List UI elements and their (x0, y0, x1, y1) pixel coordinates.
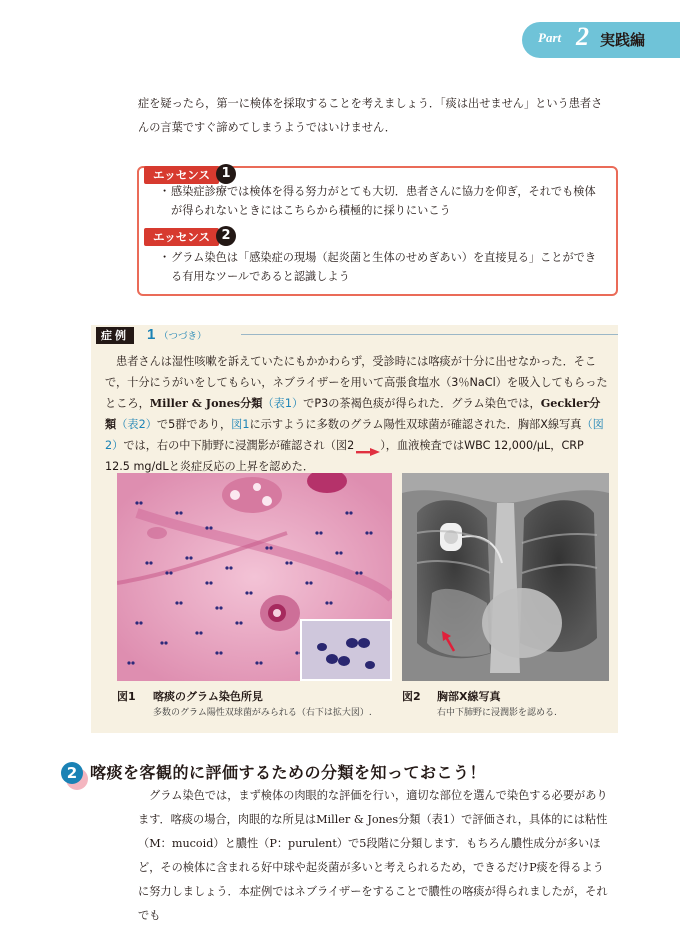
fig2-title: 胸部X線写真 (437, 690, 501, 703)
essence-2-label: エッセンス (144, 228, 219, 246)
fig1-title: 喀痰のグラム染色所見 (153, 690, 263, 703)
fig1-description: 多数のグラム陽性双球菌がみられる（右下は拡大図）. (153, 708, 372, 718)
essence-1-label: エッセンス (144, 166, 219, 184)
gram-stain-inset (300, 619, 392, 681)
part-title: 実践編 (600, 31, 646, 49)
case-text-p2: でP3の茶褐色痰が得られた．グラム染色では， (303, 397, 541, 410)
case-text-p3: で5群であり， (156, 418, 232, 431)
fig1-label: 図1 (117, 690, 136, 703)
table2-ref-link[interactable]: （表2） (116, 418, 157, 431)
essence-box (137, 166, 618, 296)
essence-1-bullet: ・ (159, 185, 171, 198)
essence-2-tag (144, 228, 240, 246)
essence-1-text: 感染症診療では検体を得る努力がとても大切．患者さんに協力を仰ぎ，それでも検体が得られないときにはこちらから積極的に採りにいこう (171, 185, 596, 217)
case-tag: 症例 (96, 327, 134, 344)
red-arrow-icon (354, 442, 380, 450)
case-text (105, 351, 609, 477)
intro-paragraph: 症を疑ったら，第一に検体を採取することを考えましょう．「痰は出せません」という患者さんの言葉ですぐ諦めてしまうようではいけません． (138, 97, 603, 134)
case-header (91, 325, 618, 345)
case-text-p1: 患者さんは湿性咳嗽を訴えていたにもかかわらず，受診時には喀痰が十分に出せなかった．そこで，十分にうがいをしてもらい，ネブライザーを用いて高張食塩水（3％NaCl）を吸入してもらったところ， (105, 355, 608, 410)
fig2-description: 右中下肺野に浸潤影を認める. (437, 708, 557, 718)
gram-stain-image (117, 473, 392, 681)
case-text-p5: では，右の中下肺野に浸潤影が確認され（図2 (123, 439, 355, 452)
gram-stain-magnified (302, 621, 390, 679)
case-subtitle: （つづき） (159, 331, 207, 342)
case-text-p4: に示すように多数のグラム陽性双球菌が確認された．胸部X線写真 (249, 418, 582, 431)
miller-jones-term: Miller & Jones分類 (149, 396, 263, 410)
essence-2-bullet: ・ (159, 251, 171, 264)
essence-1-number: 1 (216, 164, 236, 184)
chest-xray-illustration (402, 473, 609, 681)
case-number: 1 (147, 326, 156, 343)
section-2-text: グラム染色では，まず検体の肉眼的な評価を行い，適切な部位を選んで染色する必要があります．喀痰の場合，肉眼的な所見はMiller & Jones分類（表1）で評価され，具体的には粘性（M：mucoid）と膿性（P：purulent）で5段階に分類します．もちろん膿性成分が多いほど，その検体に含まれる好中球や起炎菌が多いと考えられるため，できるだけP痰を得るように努力しましょう．本症例ではネブライザーをすることで膿性の喀痰が得られましたが，それでも (138, 789, 608, 922)
fig2-ref-link[interactable]: （図2） (105, 418, 604, 452)
fig2-label: 図2 (402, 690, 421, 703)
essence-2-number: 2 (216, 226, 236, 246)
section-2-title: 喀痰を客観的に評価するための分類を知っておこう！ (90, 763, 487, 782)
case-header-rule (241, 334, 618, 335)
geckler-term: Geckler分類 (105, 396, 601, 431)
essence-2-text: グラム染色は「感染症の現場（起炎菌と生体のせめぎあい）を直接見る」ことができる有用なツールであると認識しよう (171, 251, 597, 283)
part-number: 2 (576, 22, 589, 51)
part-label: Part (538, 30, 562, 45)
case-text-p6: ），血液検査ではWBC 12,000/μL，CRP 12.5 mg/dLと炎症反応の上昇を認めた． (105, 439, 584, 473)
case-box (91, 325, 618, 733)
section-2-badge: 2 (61, 762, 83, 784)
table1-ref-link[interactable]: （表1） (262, 397, 304, 410)
chest-xray-image (402, 473, 609, 681)
fig1-ref-link[interactable]: 図1 (231, 418, 250, 431)
